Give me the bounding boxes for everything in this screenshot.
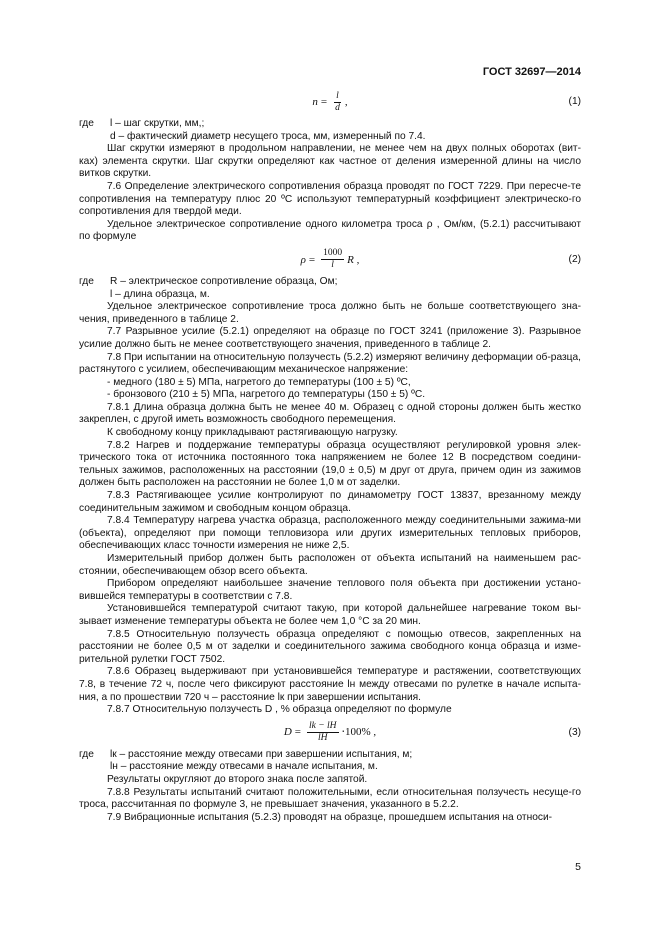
where-2-line-1: R – электрическое сопротивление образца, Ом; xyxy=(110,275,338,287)
paragraph: Установившейся температурой считают такую, при которой дальнейшее нагревание током вы-зывает изменение температуры объекта не более чем 1,0 °С за 20 мин. xyxy=(79,603,581,627)
where-block-3 xyxy=(79,749,581,774)
formula-2 xyxy=(79,244,581,276)
where-2-line-2: l – длина образца, м. xyxy=(110,288,210,300)
where-3-line-1: lк – расстояние между отвесами при завершении испытания, м; xyxy=(110,748,413,760)
paragraph: 7.8 При испытании на относительную ползучесть (5.2.2) измеряют величину деформации об-разца, растянутого с усилием, обеспечивающим механическое напряжение: xyxy=(79,351,581,376)
where-label-2: где xyxy=(79,275,94,287)
paragraph: Шаг скрутки измеряют в продольном направлении, не менее чем на двух полных оборотах (вит-ках) элемента скрутки. Шаг скрутки определяют как частное от деления измеренной длины на число витков скрутки. xyxy=(79,143,581,180)
paragraph: 7.9 Вибрационные испытания (5.2.3) проводят на образце, прошедшем испытания на относи- xyxy=(107,811,553,823)
formula-1-tail: , xyxy=(344,95,348,108)
paragraph: 7.8.4 Температуру нагрева участка образца, расположенного между соединительными зажима-ми (объекта), определяют при помощи тепловизора или других измерительных тепловых приборов, обеспечивающих класс точности измерения не ниже 2,5. xyxy=(79,515,581,552)
where-1-line-1: l – шаг скрутки, мм,; xyxy=(110,118,205,129)
where-3-line-2: lн – расстояние между отвесами в начале испытания, м. xyxy=(110,761,378,773)
formula-3-fraction xyxy=(307,721,339,744)
formula-2-number: (2) xyxy=(568,253,581,265)
formula-2-tail: R , xyxy=(347,253,360,266)
formula-1-eq: = xyxy=(320,95,328,108)
page-number: 5 xyxy=(575,861,581,873)
paragraph: 7.6 Определение электрического сопротивления образца проводят по ГОСТ 7229. При пересче-те сопротивления на температуру плюс 20 ºС используют температурный коэффициент электрическо-го сопротивления для твердой меди. xyxy=(79,180,581,218)
paragraph: Результаты округляют до второго знака после запятой. xyxy=(107,773,368,785)
where-label-3: где xyxy=(79,748,94,760)
formula-2-denominator: l xyxy=(331,260,334,271)
paragraph: Удельное электрическое сопротивление одного километра троса ρ , Ом/км, (5.2.1) рассчитывают по формуле xyxy=(79,218,581,243)
formula-1-denominator: d xyxy=(335,102,340,113)
paragraph: 7.8.5 Относительную ползучесть образца определяют с помощью отвесов, закрепленных на расстоянии не более 0,5 м от заделки и соединительного зажима свободного конца образца и изме-рительной рулетки ГОСТ 7502. xyxy=(79,628,581,665)
formula-3 xyxy=(79,717,581,749)
formula-1-numerator: l xyxy=(336,90,339,101)
paragraph: 7.8.6 Образец выдерживают при установившейся температуре и растяжении, соответствующих 7.8, в течение 72 ч, после чего фиксируют расстояние lн между отвесами по рулетке в начале испыта-ния, а по прошествии 720 ч – расстояние lк при завершении испытания. xyxy=(79,666,581,703)
paragraph: 7.8.1 Длина образца должна быть не менее 40 м. Образец с одной стороны должен быть жестко закреплен, с другой иметь возможность свободного перемещения. xyxy=(79,401,581,426)
list-item: - бронзового (210 ± 5) МПа, нагретого до температуры (150 ± 5) ºС. xyxy=(107,389,426,401)
paragraph: 7.8.8 Результаты испытаний считают положительными, если относительная ползучесть несуще-го троса, рассчитанная по формуле 3, не превышает значения, указанного в 5.2.2. xyxy=(79,786,581,811)
paragraph: 7.8.2 Нагрев и поддержание температуры образца осуществляют регулировкой уровня элек-трического тока от источника постоянного тока напряжением не более 12 В посредством соедини-тельных зажимов, расположенных на расстоянии (19,0 ± 0,5) м друг от друга, причем один из зажимов должен быть расположен на расстоянии не более 1,0 м от заделки. xyxy=(79,439,581,489)
list-item: - медного (180 ± 5) МПа, нагретого до температуры (100 ± 5) ºС, xyxy=(107,376,411,388)
document-header: ГОСТ 32697—2014 xyxy=(482,66,581,78)
where-block-1 xyxy=(79,118,581,143)
paragraph: Прибором определяют наибольшее значение теплового поля объекта при достижении устано-вившейся температуры в соответствии с 7.8. xyxy=(79,578,581,602)
formula-3-denominator: lH xyxy=(318,733,328,744)
formula-2-eq: = xyxy=(308,253,316,266)
formula-1-fraction xyxy=(333,91,342,114)
formula-2-lhs: ρ xyxy=(300,253,306,266)
paragraph: Измерительный прибор должен быть расположен от объекта испытаний на наименьшем рас-стоянии, обеспечивающем обзор всего объекта. xyxy=(79,553,581,577)
paragraph: 7.7 Разрывное усилие (5.2.1) определяют на образце по ГОСТ 3241 (приложение 3). Разрывное усилие должно быть не менее соответствующего значения, приведенного в таблице 2. xyxy=(79,326,581,350)
formula-2-numerator: 1000 xyxy=(323,248,343,259)
where-1-line-2: d – фактический диаметр несущего троса, мм, измеренный по 7.4. xyxy=(110,130,426,142)
where-label-1: где xyxy=(79,118,94,129)
formula-3-eq: = xyxy=(294,726,301,739)
formula-1-number: (1) xyxy=(568,96,581,107)
formula-2-fraction xyxy=(321,248,344,271)
formula-1 xyxy=(79,86,581,118)
paragraph: 7.8.7 Относительную ползучесть D , % образца определяют по формуле xyxy=(107,704,452,716)
formula-3-numerator: lk − lH xyxy=(308,721,337,732)
formula-3-lhs: D xyxy=(283,726,292,739)
where-block-2 xyxy=(79,276,581,301)
formula-1-lhs: n xyxy=(312,95,318,108)
document-body xyxy=(79,86,581,824)
paragraph: К свободному концу прикладывают растягивающую нагрузку. xyxy=(107,427,398,439)
paragraph: Удельное электрическое сопротивление троса должно быть не больше соответствующего зна-чения, приведенного в таблице 2. xyxy=(79,301,581,325)
paragraph: 7.8.3 Растягивающее усилие контролируют по динамометру ГОСТ 13837, врезанному между соединительным зажимом и свободным концом образца. xyxy=(79,490,581,514)
formula-3-number: (3) xyxy=(568,726,581,738)
formula-3-tail: ⋅100% , xyxy=(341,726,377,739)
